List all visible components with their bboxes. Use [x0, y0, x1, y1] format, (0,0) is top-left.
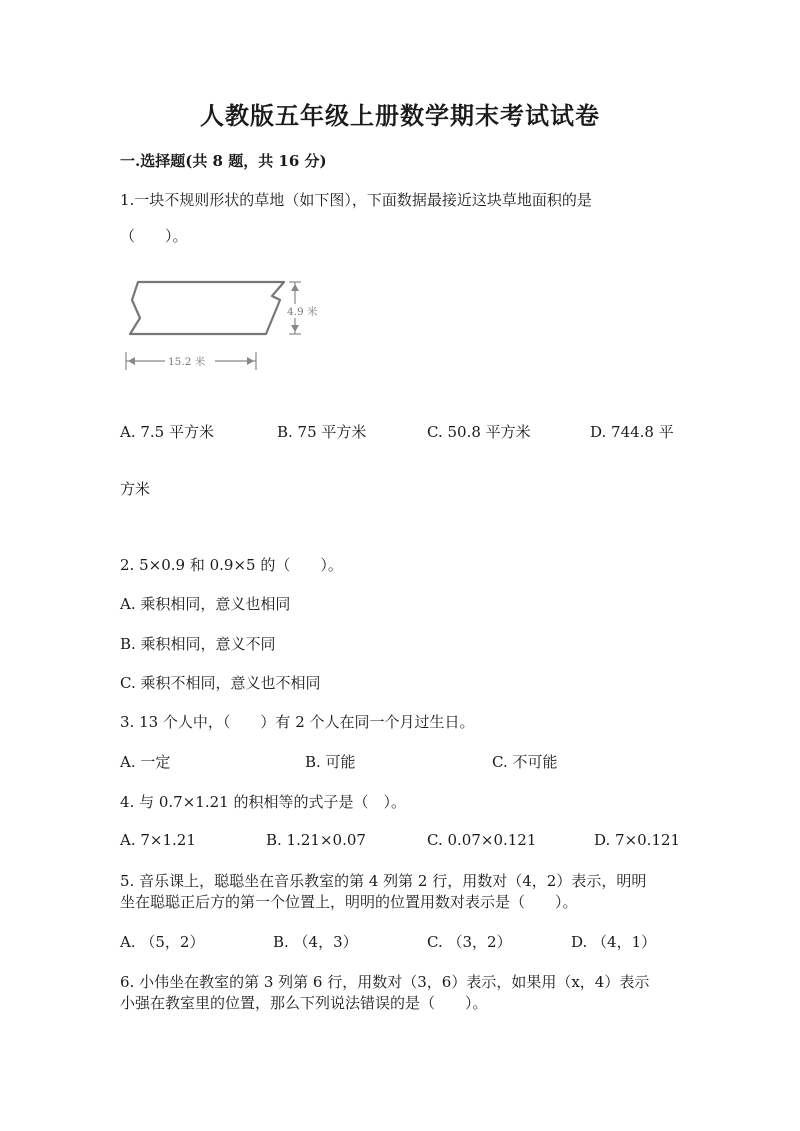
q5-option-c[interactable]: C. （3，2） — [427, 933, 512, 951]
q4-option-a[interactable]: A. 7×1.21 — [120, 831, 196, 849]
q2-option-c[interactable]: C. 乘积不相同，意义也不相同 — [120, 674, 321, 692]
q1-option-d-wrap: 方米 — [120, 480, 151, 498]
q3-option-b[interactable]: B. 可能 — [305, 753, 356, 771]
question-4-stem: 4. 与 0.7×1.21 的积相等的式子是（ ）。 — [120, 793, 406, 811]
q2-option-b[interactable]: B. 乘积相同，意义不同 — [120, 635, 276, 653]
question-5-stem-cont: 坐在聪聪正后方的第一个位置上，明明的位置用数对表示是（ ）。 — [120, 893, 578, 911]
question-1-stem: 1.一块不规则形状的草地（如下图），下面数据最接近这块草地面积的是 — [120, 191, 592, 209]
q2-option-a[interactable]: A. 乘积相同，意义也相同 — [120, 595, 291, 613]
question-6-stem-cont: 小强在教室里的位置，那么下列说法错误的是（ ）。 — [120, 994, 488, 1012]
q5-option-b[interactable]: B. （4，3） — [273, 933, 358, 951]
irregular-field-figure — [118, 276, 328, 376]
question-5-stem: 5. 音乐课上，聪聪坐在音乐教室的第 4 列第 2 行，用数对（4，2）表示，明明 — [120, 872, 647, 890]
q1-option-b[interactable]: B. 75 平方米 — [277, 423, 367, 441]
question-1-stem-cont: （ ）。 — [120, 227, 188, 245]
q4-option-d[interactable]: D. 7×0.121 — [594, 831, 681, 849]
q3-option-a[interactable]: A. 一定 — [120, 753, 171, 771]
q1-option-d[interactable]: D. 744.8 平 — [590, 423, 674, 441]
question-2-stem: 2. 5×0.9 和 0.9×5 的（ ）。 — [120, 556, 343, 574]
q5-option-d[interactable]: D. （4，1） — [571, 933, 657, 951]
q5-option-a[interactable]: A. （5，2） — [120, 933, 205, 951]
q4-option-b[interactable]: B. 1.21×0.07 — [266, 831, 366, 849]
question-6-stem: 6. 小伟坐在教室的第 3 列第 6 行，用数对（3，6）表示，如果用（x，4）表示 — [120, 973, 650, 991]
q1-option-a[interactable]: A. 7.5 平方米 — [120, 423, 214, 441]
question-3-stem: 3. 13 个人中，（ ）有 2 个人在同一个月过生日。 — [120, 713, 475, 731]
q3-option-c[interactable]: C. 不可能 — [492, 753, 558, 771]
section-heading: 一.选择题(共 8 题，共 16 分) — [120, 152, 327, 170]
field-outline — [130, 282, 284, 334]
page-title: 人教版五年级上册数学期末考试试卷 — [200, 101, 600, 130]
q1-option-c[interactable]: C. 50.8 平方米 — [427, 423, 531, 441]
height-label: 4.9 米 — [287, 306, 318, 318]
width-label: 15.2 米 — [168, 356, 206, 368]
q4-option-c[interactable]: C. 0.07×0.121 — [427, 831, 537, 849]
